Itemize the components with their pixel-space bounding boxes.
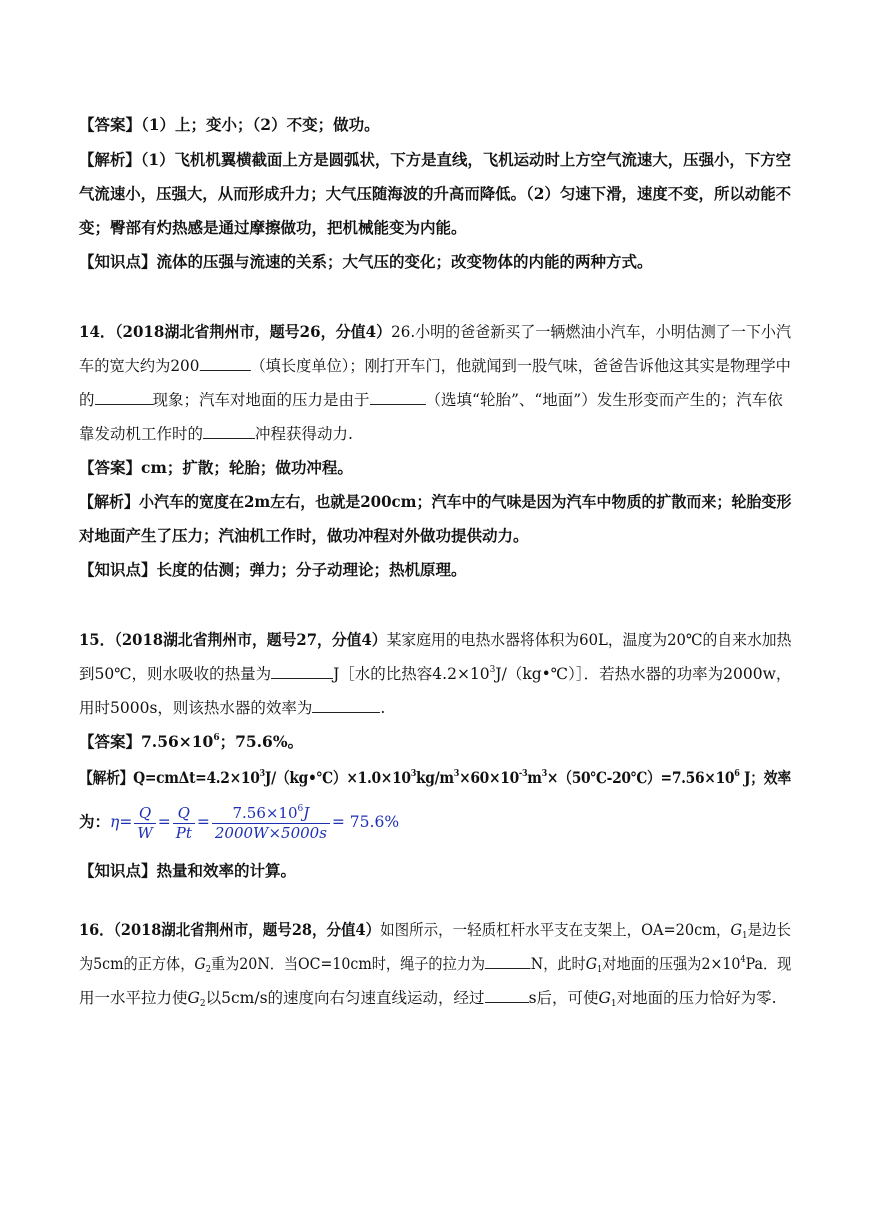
knowledge-point-tag: 【知识点】: [79, 252, 157, 271]
q14-knowledge-point: 【知识点】长度的估测；弹力；分子动理论；热机原理。: [79, 560, 467, 579]
q15-knowledge-point: 【知识点】热量和效率的计算。: [79, 861, 297, 880]
answer-blank[interactable]: [312, 698, 380, 713]
q14-answer: 【答案】cm；扩散；轮胎；做功冲程。: [79, 458, 353, 477]
q15-efficiency-formula: 为：η= $\frac{Q}{W}$ = $\frac{Q}{Pt}$ = $\frac{7.56\times 10^6J}{2000W\times 5000s}$ = 75.6%: [79, 803, 400, 842]
q14-question-line-1: 14．（2018湖北省荆州市，题号26，分值4）26.小明的爸爸新买了一辆燃油小汽车，小明估测了一下小汽: [79, 322, 791, 341]
q14-analysis-line-2: 对地面产生了压力；汽油机工作时，做功冲程对外做功提供动力。: [79, 526, 529, 545]
analysis-tag: 【解析】: [79, 768, 134, 787]
fraction: $\frac{Q}{W}$: [134, 804, 155, 843]
answer-tag: 【答案】: [79, 732, 142, 751]
answer-blank[interactable]: [203, 424, 255, 439]
answer-blank[interactable]: [199, 356, 250, 371]
q15-answer: 【答案】$7.56\times 10^6$；75.6%。: [79, 732, 304, 751]
answer-blank[interactable]: [485, 988, 529, 1003]
fraction: $\frac{7.56\times 10^6J}{2000W\times 5000s}$: [212, 804, 330, 843]
q14-question-line-2: 车的宽大约为200 （填长度单位）；刚打开车门，他就闻到一股气味，爸爸告诉他这其实是物理学中: [79, 357, 791, 375]
fraction: $\frac{Q}{Pt}$: [173, 804, 195, 843]
q14-question-line-3: 的 现象；汽车对地面的压力是由于 （选填“轮胎”、“地面”）发生形变而产生的；汽车依: [79, 391, 783, 409]
answer-blank[interactable]: [95, 390, 153, 405]
q13-analysis-line-3: 变；臀部有灼热感是通过摩擦做功，把机械能变为内能。: [79, 218, 467, 237]
answer-tag: 【答案】: [79, 458, 142, 477]
q15-question-line-2: 到50℃，则水吸收的热量为 J［水的比热容$4.2\times 10^3J/(kg•℃)]$．若热水器的功率为2000w，: [79, 665, 792, 683]
knowledge-point-tag: 【知识点】: [79, 861, 157, 880]
q14-question-line-4: 靠发动机工作时的 冲程获得动力.: [79, 425, 353, 443]
answer-blank[interactable]: [370, 390, 426, 405]
q16-question-line-2: 为5cm的正方体，$G_2$重为20N．当OC=10cm时，绳子的拉力为 N，此时$G_1$对地面的压强为$2\times 10^4Pa$．现: [79, 955, 792, 975]
question-header: 15．（2018湖北省荆州市，题号27，分值4）: [79, 630, 387, 649]
question-header: 16．（2018湖北省荆州市，题号28，分值4）: [79, 920, 381, 939]
q16-question-line-1: 16．（2018湖北省荆州市，题号28，分值4）如图所示，一轻质杠杆水平支在支架上，OA=20cm，$G_1$是边长: [79, 920, 791, 941]
q15-question-line-1: 15．（2018湖北省荆州市，题号27，分值4）某家庭用的电热水器将体积为60L，温度为20℃的自来水加热: [79, 630, 792, 649]
question-header: 14．（2018湖北省荆州市，题号26，分值4）: [79, 322, 392, 341]
q13-knowledge-point: 【知识点】流体的压强与流速的关系；大气压的变化；改变物体的内能的两种方式。: [79, 252, 653, 271]
q15-question-line-3: 用时5000s，则该热水器的效率为 .: [79, 699, 386, 717]
analysis-tag: 【解析】: [79, 492, 139, 511]
q14-analysis-line-1: 【解析】小汽车的宽度在2m左右，也就是200cm；汽车中的气味是因为汽车中物质的扩散而来；轮胎变形: [79, 492, 792, 511]
answer-tag: 【答案】: [79, 115, 142, 134]
q13-analysis-line-1: 【解析】（1）飞机机翼横截面上方是圆弧状，下方是直线，飞机运动时上方空气流速大，压强小，下方空: [79, 150, 792, 169]
answer-blank[interactable]: [271, 664, 333, 679]
formula: η= $\frac{Q}{W}$ = $\frac{Q}{Pt}$ = $\frac{7.56\times 10^6J}{2000W\times 5000s}$ = 75.6%: [110, 803, 400, 842]
q13-analysis-line-2: 气流速小，压强大，从而形成升力；大气压随海波的升高而降低。（2）匀速下滑，速度不变，所以动能不: [79, 184, 792, 203]
answer-blank[interactable]: [485, 954, 531, 969]
knowledge-point-tag: 【知识点】: [79, 560, 157, 579]
q16-question-line-3: 用一水平拉力使$G_2$以5cm/s的速度向右匀速直线运动，经过 s后，可使$G_1$对地面的压力恰好为零.: [79, 989, 777, 1009]
analysis-tag: 【解析】: [79, 150, 141, 169]
q15-analysis-line-1: 【解析】$Q=cm\Delta t=4.2\times 10^3J/(kg•℃)\times 1.0\times 10^3kg/m^3\times 60\times 10^{-3}m^3\times(50℃-20℃)=7.56\times 10^6$ J；效率: [79, 768, 791, 787]
q13-answer: 【答案】（1）上；变小；（2）不变；做功。: [79, 115, 380, 134]
